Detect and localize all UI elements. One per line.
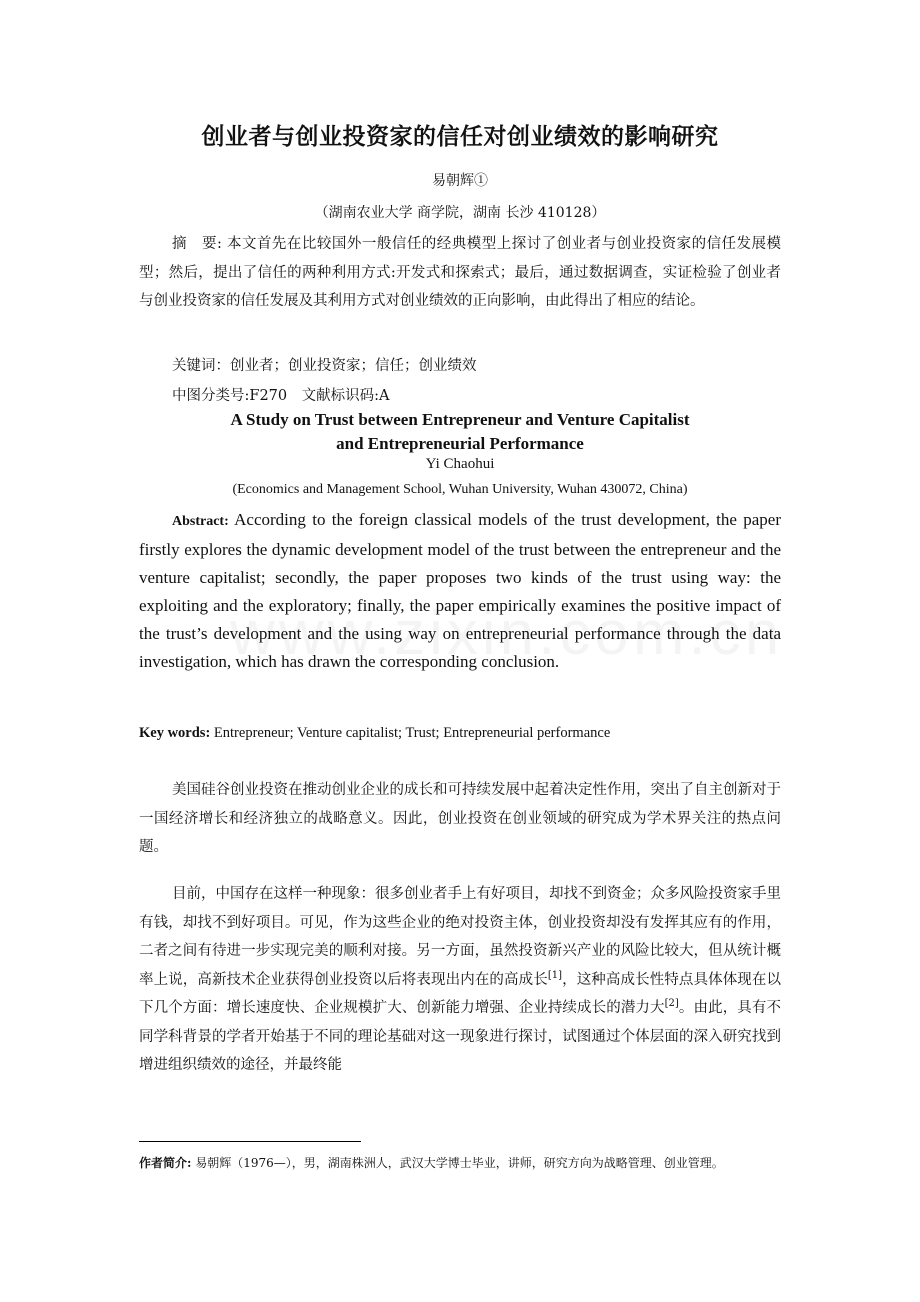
footnote (139, 1155, 781, 1172)
english-title-line2: and Entrepreneurial Performance (336, 434, 584, 453)
paper-title: 创业者与创业投资家的信任对创业绩效的影响研究 (201, 123, 719, 150)
author-affiliation: （湖南农业大学 商学院，湖南 长沙 410128） (314, 205, 606, 221)
body-paragraph-2 (139, 880, 781, 1080)
abstract-en-label: Abstract: (172, 514, 229, 529)
body-paragraph-2-part-b: ，这种高成长性特点具体体现在以下几个方面：增长速度快、企业规模扩大、创新能力增强、企业持续成长的潜力大 (139, 971, 782, 1016)
citation-1: [1] (547, 969, 562, 981)
footnote-label: 作者简介: (139, 1156, 192, 1170)
citation-2: [2] (664, 998, 679, 1009)
english-author: Yi Chaohui (425, 456, 495, 472)
body-paragraph-2-part-a: 目前，中国存在这样一种现象：很多创业者手上有好项目，却找不到资金；众多风险投资家手里有钱，却找不到好项目。可见，作为这些企业的绝对投资主体，创业投资却没有发挥其应有的作用，二者之间有待进一步实现完美的顺利对接。另一方面，虽然投资新兴产业的风险比较大，但从统计概率上说，高新技术企业获得创业投资以后将表现出内在的高成长 (139, 886, 781, 988)
english-title (139, 408, 781, 456)
keywords-en-text: Entrepreneur; Venture capitalist; Trust; Entrepreneurial performance (213, 725, 611, 741)
body-paragraph-2-part-c: 。由此，具有不同学科背景的学者开始基于不同的理论基础对这一现象进行探讨，试图通过个体层面的深入研究找到增进组织绩效的途径，并最终能 (139, 1000, 782, 1073)
abstract-cn-text: 本文首先在比较国外一般信任的经典模型上探讨了创业者与创业投资家的信任发展模型；然后，提出了信任的两种利用方式:开发式和探索式；最后，通过数据调查，实证检验了创业者与创业投资家的信任发展及其利用方式对创业绩效的正向影响，由此得出了相应的结论。 (139, 236, 782, 309)
abstract-cn-label: 摘 要: (172, 236, 222, 252)
classification-code (139, 382, 781, 411)
author-name: 易朝辉① (432, 173, 488, 189)
abstract-en (139, 506, 781, 676)
abstract-cn (139, 230, 781, 316)
keywords-en (139, 725, 781, 742)
body-paragraph-1-text: 美国硅谷创业投资在推动创业企业的成长和可持续发展中起着决定性作用，突出了自主创新对于一国经济增长和经济独立的战略意义。因此，创业投资在创业领域的研究成为学术界关注的热点问题。 (139, 782, 781, 855)
keywords-cn-text: 关键词：创业者；创业投资家；信任；创业绩效 (172, 358, 477, 374)
abstract-en-text: According to the foreign classical models of the trust development, the paper firstly explores the dynamic development model of the trust between the entrepreneur and the venture capitalist; secondly, the paper proposes two kinds of the trust using way: the exploiting and the exploratory; finally, the paper empirically examines the positive impact of the trust’s development and the using way on entrepreneurial performance through the data investigation, which has drawn the corresponding conclusion. (139, 510, 781, 671)
english-title-line1: A Study on Trust between Entrepreneur and Venture Capitalist (230, 410, 690, 429)
body-paragraph-1 (139, 776, 781, 862)
keywords-en-label: Key words: (139, 725, 211, 741)
classification-code-text: 中图分类号:F270 文献标识码:A (172, 388, 390, 404)
footnote-divider (139, 1141, 361, 1142)
keywords-cn (139, 352, 781, 381)
footnote-text: 易朝辉（1976—），男，湖南株洲人，武汉大学博士毕业，讲师，研究方向为战略管理、创业管理。 (195, 1156, 724, 1170)
english-affiliation: (Economics and Management School, Wuhan University, Wuhan 430072, China) (232, 482, 688, 497)
